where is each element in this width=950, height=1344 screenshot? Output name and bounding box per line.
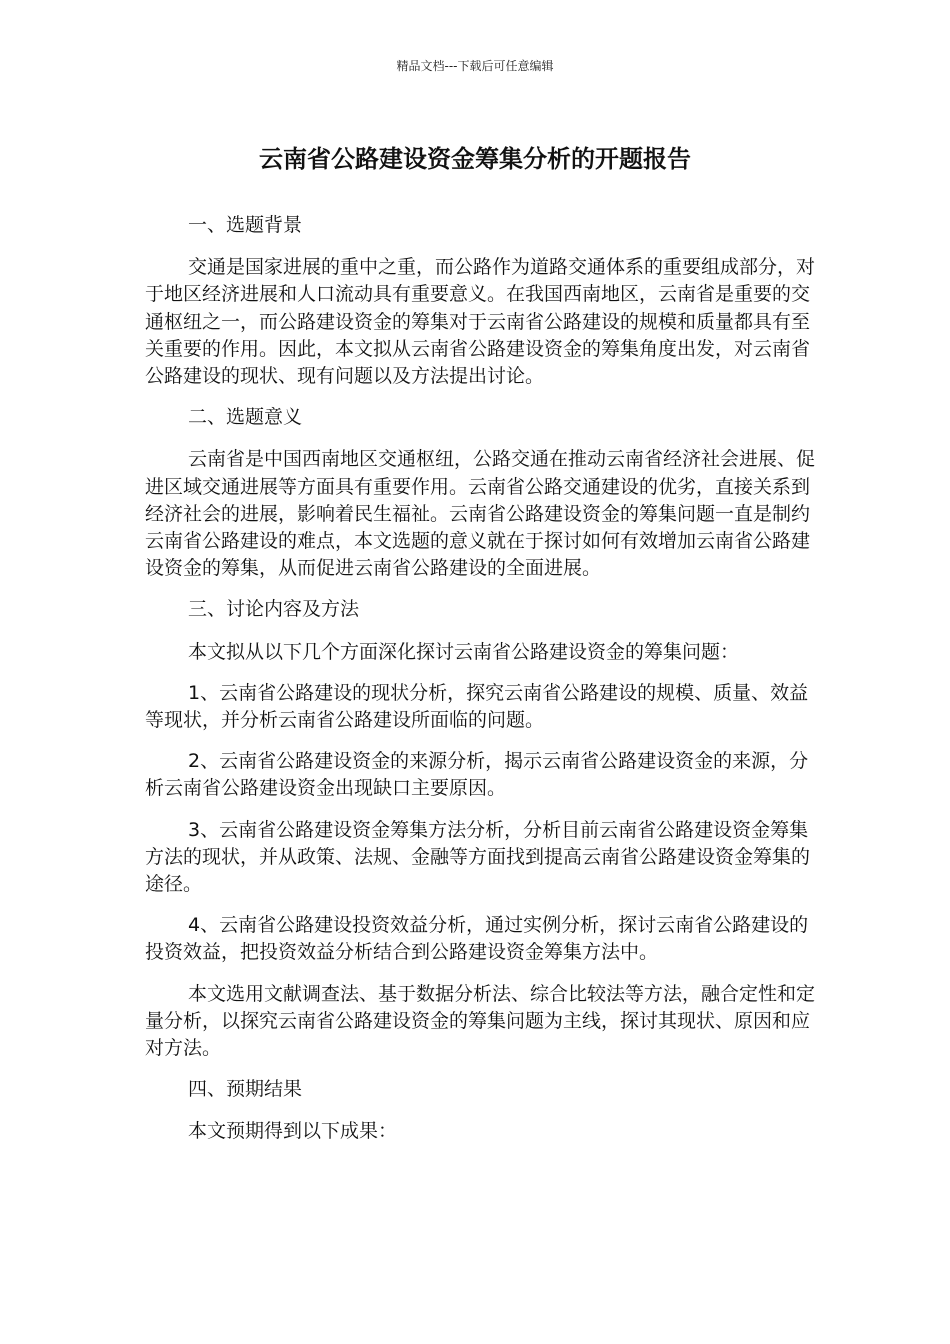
section-heading: 二、选题意义 xyxy=(188,406,303,429)
paragraph: 本文预期得到以下成果： xyxy=(188,1120,398,1143)
document-body xyxy=(145,212,817,1160)
document-title: 云南省公路建设资金筹集分析的开题报告 xyxy=(259,145,691,173)
section-heading: 四、预期结果 xyxy=(188,1078,303,1101)
list-item: 4、云南省公路建设投资效益分析，通过实例分析，探讨云南省公路建设的投资效益，把投资效益分析结合到公路建设资金筹集方法中。 xyxy=(145,914,809,964)
paragraph: 云南省是中国西南地区交通枢纽，公路交通在推动云南省经济社会进展、促进区域交通进展等方面具有重要作用。云南省公路交通建设的优劣，直接关系到经济社会的进展，影响着民生福祉。云南省公路建设资金的筹集问题一直是制约云南省公路建设的难点，本文选题的意义就在于探讨如何有效增加云南省公路建设资金的筹集，从而促进云南省公路建设的全面进展。 xyxy=(145,448,816,580)
list-item: 1、云南省公路建设的现状分析，探究云南省公路建设的规模、质量、效益等现状，并分析云南省公路建设所面临的问题。 xyxy=(145,681,809,732)
header-note: 精品文档---下载后可任意编辑 xyxy=(396,59,554,73)
section-significance xyxy=(145,404,817,582)
section-content-methods xyxy=(145,596,817,1062)
section-background xyxy=(145,212,817,390)
section-heading: 一、选题背景 xyxy=(188,214,303,236)
list-item: 3、云南省公路建设资金筹集方法分析，分析目前云南省公路建设资金筹集方法的现状，并从政策、法规、金融等方面找到提高云南省公路建设资金筹集的途径。 xyxy=(145,818,811,896)
section-expected-results xyxy=(145,1076,817,1145)
paragraph: 本文拟从以下几个方面深化探讨云南省公路建设资金的筹集问题： xyxy=(188,640,740,663)
paragraph: 本文选用文献调查法、基于数据分析法、综合比较法等方法，融合定性和定量分析，以探究云南省公路建设资金的筹集问题为主线，探讨其现状、原因和应对方法。 xyxy=(145,982,816,1060)
paragraph: 交通是国家进展的重中之重，而公路作为道路交通体系的重要组成部分，对于地区经济进展和人口流动具有重要意义。在我国西南地区，云南省是重要的交通枢纽之一，而公路建设资金的筹集对于云南省公路建设的规模和质量都具有至关重要的作用。因此，本文拟从云南省公路建设资金的筹集角度出发，对云南省公路建设的现状、现有问题以及方法提出讨论。 xyxy=(145,256,816,388)
list-item: 2、云南省公路建设资金的来源分析，揭示云南省公路建设资金的来源，分析云南省公路建设资金出现缺口主要原因。 xyxy=(145,750,809,800)
section-heading: 三、讨论内容及方法 xyxy=(188,598,360,621)
